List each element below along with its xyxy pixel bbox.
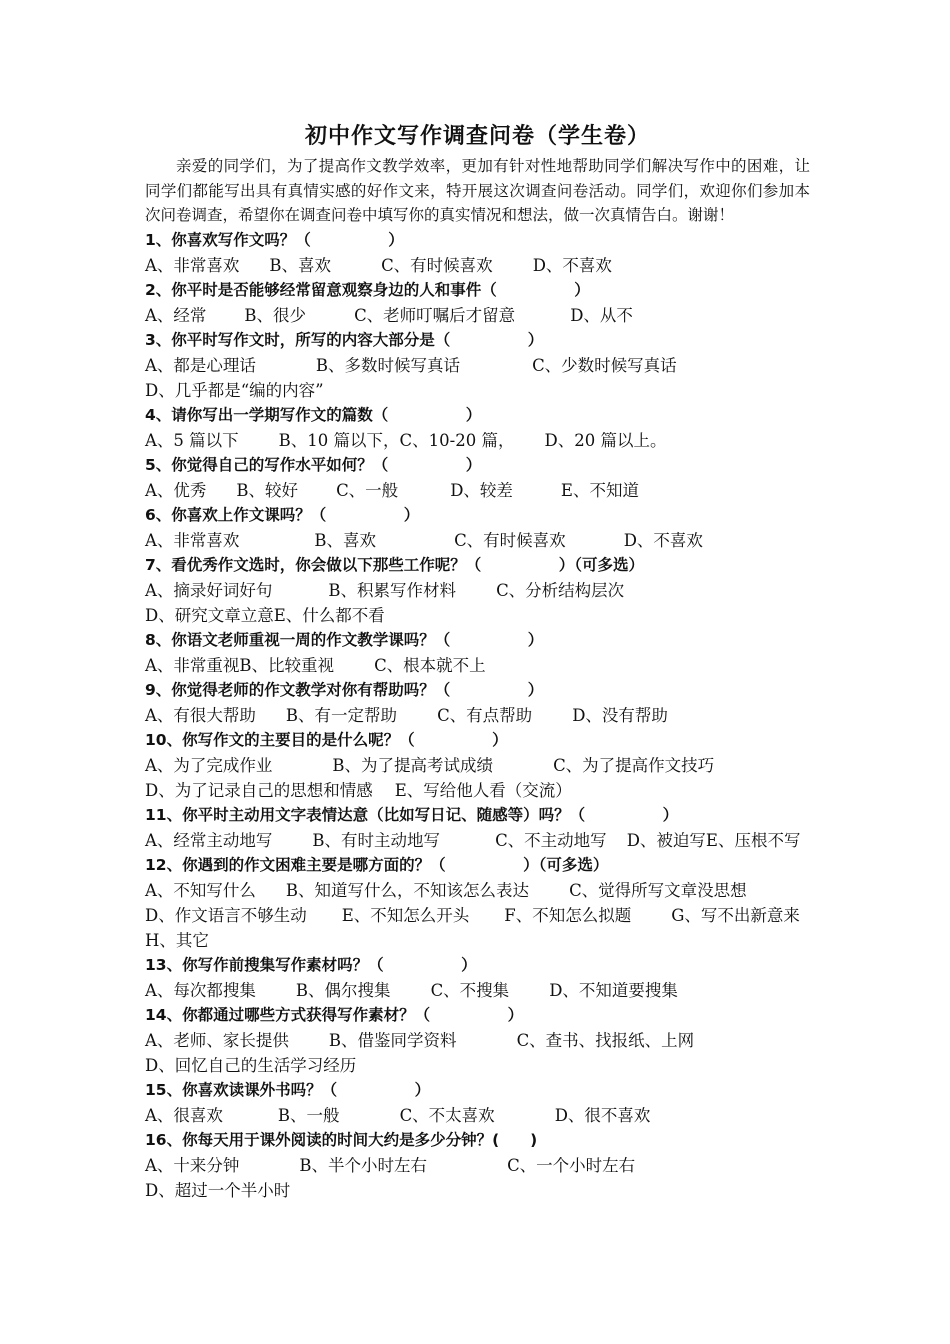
- answer-option[interactable]: B、较好: [236, 480, 299, 500]
- answer-option[interactable]: B、有时主动地写: [312, 830, 441, 850]
- answer-option[interactable]: B、为了提高考试成绩: [332, 755, 494, 775]
- question-item: [145, 728, 810, 803]
- question-text: 15、你喜欢读课外书吗？（ ）: [145, 1080, 431, 1099]
- answer-options: [145, 528, 810, 553]
- question-item: [145, 628, 810, 678]
- answer-options: [145, 353, 810, 403]
- answer-option[interactable]: B、很少: [244, 305, 307, 325]
- answer-option[interactable]: C、不搜集: [430, 980, 510, 1000]
- answer-option[interactable]: A、经常主动地写: [145, 830, 273, 850]
- intro-paragraph: 亲爱的同学们，为了提高作文教学效率，更加有针对性地帮助同学们解决写作中的困难，让同学们都能写出具有真情实感的好作文来，特开展这次调查问卷活动。同学们，欢迎你们参加本次问卷调查，希望你在调查问卷中填写你的真实情况和想法，做一次真情告白。谢谢！: [145, 157, 810, 224]
- question-text: 9、你觉得老师的作文教学对你有帮助吗？（ ）: [145, 680, 544, 699]
- answer-option[interactable]: E、不知道: [560, 480, 639, 500]
- answer-option[interactable]: D、回忆自己的生活学习经历: [145, 1055, 357, 1075]
- answer-option[interactable]: B、喜欢: [314, 530, 377, 550]
- question-item: [145, 1128, 810, 1203]
- answer-options: [145, 828, 810, 853]
- answer-option[interactable]: C、不太喜欢: [399, 1105, 495, 1125]
- answer-option[interactable]: D、较差: [450, 480, 513, 500]
- question-item: [145, 1078, 810, 1128]
- answer-option[interactable]: D、研究文章立意: [145, 605, 274, 625]
- answer-option[interactable]: C、一个小时左右: [507, 1155, 636, 1175]
- question-text: 4、请你写出一学期写作文的篇数（ ）: [145, 405, 482, 424]
- answer-option[interactable]: A、非常喜欢: [145, 255, 240, 275]
- answer-option[interactable]: D、没有帮助: [572, 705, 668, 725]
- answer-option[interactable]: D、很不喜欢: [554, 1105, 651, 1125]
- question-item: [145, 453, 810, 503]
- answer-option[interactable]: D、超过一个半小时: [145, 1180, 291, 1200]
- answer-option[interactable]: D、20 篇以上。: [544, 430, 667, 450]
- answer-option[interactable]: A、优秀: [145, 480, 207, 500]
- question-text: 16、你每天用于课外阅读的时间大约是多少分钟？( ): [145, 1130, 538, 1149]
- answer-option[interactable]: D、几乎都是“编的内容”: [145, 380, 324, 400]
- question-text: 12、你遇到的作文困难主要是哪方面的？（ ）（可多选）: [145, 855, 609, 874]
- answer-option[interactable]: A、摘录好词好句: [145, 580, 273, 600]
- answer-option[interactable]: B、半个小时左右: [299, 1155, 428, 1175]
- question-item: [145, 853, 810, 953]
- answer-options: [145, 653, 810, 678]
- question-item: [145, 228, 810, 278]
- question-item: [145, 403, 810, 453]
- answer-options: [145, 428, 810, 453]
- question-text: 13、你写作前搜集写作素材吗？（ ）: [145, 955, 477, 974]
- answer-options: [145, 1103, 810, 1128]
- answer-options: [145, 703, 810, 728]
- answer-option[interactable]: C、有点帮助: [437, 705, 533, 725]
- answer-options: [145, 478, 810, 503]
- answer-option[interactable]: A、为了完成作业: [145, 755, 273, 775]
- answer-option[interactable]: A、老师、家长提供: [145, 1030, 289, 1050]
- answer-option[interactable]: B、借鉴同学资料: [328, 1030, 457, 1050]
- answer-option[interactable]: B、比较重视: [239, 655, 335, 675]
- question-item: [145, 1003, 810, 1078]
- question-item: [145, 503, 810, 553]
- answer-option[interactable]: C、有时候喜欢: [454, 530, 566, 550]
- question-text: 11、你平时主动用文字表情达意（比如写日记、随感等）吗？（ ）: [145, 805, 679, 824]
- answer-option[interactable]: A、有很大帮助: [145, 705, 256, 725]
- answer-option[interactable]: C、有时候喜欢: [381, 255, 493, 275]
- answer-option[interactable]: D、为了记录自己的思想和情感: [145, 780, 373, 800]
- answer-options: [145, 1028, 810, 1078]
- question-text: 7、看优秀作文选时，你会做以下那些工作呢？（ ）（可多选）: [145, 555, 645, 574]
- answer-option[interactable]: F、不知怎么拟题: [504, 905, 632, 925]
- answer-option[interactable]: A、经常: [145, 305, 207, 325]
- answer-option[interactable]: D、从不: [570, 305, 633, 325]
- survey-page: [145, 120, 810, 1203]
- answer-option[interactable]: B、多数时候写真话: [315, 355, 461, 375]
- answer-option[interactable]: C、查书、找报纸、上网: [516, 1030, 695, 1050]
- answer-option[interactable]: D、不知道要搜集: [549, 980, 678, 1000]
- question-text: 10、你写作文的主要目的是什么呢？（ ）: [145, 730, 508, 749]
- answer-option[interactable]: C、老师叮嘱后才留意: [354, 305, 516, 325]
- answer-options: [145, 1153, 810, 1203]
- question-list: [145, 228, 810, 1203]
- question-item: [145, 953, 810, 1003]
- answer-options: [145, 578, 810, 628]
- question-text: 14、你都通过哪些方式获得写作素材？（ ）: [145, 1005, 524, 1024]
- answer-option[interactable]: E、不知怎么开头: [341, 905, 470, 925]
- answer-option[interactable]: A、都是心理话: [145, 355, 256, 375]
- answer-option[interactable]: A、很喜欢: [145, 1105, 223, 1125]
- answer-option[interactable]: E、什么都不看: [273, 605, 385, 625]
- answer-option[interactable]: A、十来分钟: [145, 1155, 240, 1175]
- question-text: 8、你语文老师重视一周的作文教学课吗？（ ）: [145, 630, 544, 649]
- answer-option[interactable]: E、压根不写: [705, 830, 801, 850]
- answer-option[interactable]: D、不喜欢: [623, 530, 703, 550]
- answer-option[interactable]: B、知道写什么，不知该怎么表达: [285, 880, 530, 900]
- answer-option[interactable]: A、5 篇以下: [145, 430, 239, 450]
- question-text: 5、你觉得自己的写作水平如何？（ ）: [145, 455, 482, 474]
- answer-options: [145, 303, 810, 328]
- answer-option[interactable]: C、少数时候写真话: [532, 355, 677, 375]
- answer-option[interactable]: C、一般: [336, 480, 399, 500]
- answer-option[interactable]: B、有一定帮助: [285, 705, 398, 725]
- answer-option[interactable]: C、根本就不上: [374, 655, 486, 675]
- question-text: 3、你平时写作文时，所写的内容大部分是（ ）: [145, 330, 544, 349]
- answer-options: [145, 753, 810, 803]
- question-item: [145, 678, 810, 728]
- answer-option[interactable]: A、非常喜欢: [145, 530, 240, 550]
- answer-options: [145, 978, 810, 1003]
- answer-option[interactable]: B、积累写作材料: [328, 580, 457, 600]
- answer-option[interactable]: D、作文语言不够生动: [145, 905, 307, 925]
- answer-option[interactable]: G、写不出新意来: [671, 905, 800, 925]
- question-item: [145, 278, 810, 328]
- answer-options: [145, 878, 810, 953]
- answer-option[interactable]: B、10 篇以下，C、10-20 篇，: [278, 430, 515, 450]
- answer-option[interactable]: B、一般: [277, 1105, 340, 1125]
- answer-options: [145, 253, 810, 278]
- answer-option[interactable]: B、偶尔搜集: [295, 980, 391, 1000]
- answer-option[interactable]: E、写给他人看（交流）: [394, 780, 572, 800]
- question-item: [145, 328, 810, 403]
- question-text: 2、你平时是否能够经常留意观察身边的人和事件（ ）: [145, 280, 590, 299]
- question-text: 1、你喜欢写作文吗？（ ）: [145, 230, 404, 249]
- answer-option[interactable]: C、不主动地写: [495, 830, 607, 850]
- answer-option[interactable]: D、被迫写: [626, 830, 706, 850]
- answer-option[interactable]: D、不喜欢: [532, 255, 612, 275]
- question-text: 6、你喜欢上作文课吗？（ ）: [145, 505, 420, 524]
- question-item: [145, 553, 810, 628]
- page-title: 初中作文写作调查问卷（学生卷）: [304, 123, 650, 149]
- answer-option[interactable]: A、每次都搜集: [145, 980, 256, 1000]
- answer-option[interactable]: C、分析结构层次: [496, 580, 625, 600]
- answer-option[interactable]: A、非常重视: [145, 655, 240, 675]
- answer-option[interactable]: A、不知写什么: [145, 880, 256, 900]
- answer-option[interactable]: C、觉得所写文章没思想: [569, 880, 747, 900]
- question-item: [145, 803, 810, 853]
- answer-option[interactable]: B、喜欢: [269, 255, 332, 275]
- answer-option[interactable]: C、为了提高作文技巧: [553, 755, 715, 775]
- answer-option[interactable]: H、其它: [145, 930, 209, 950]
